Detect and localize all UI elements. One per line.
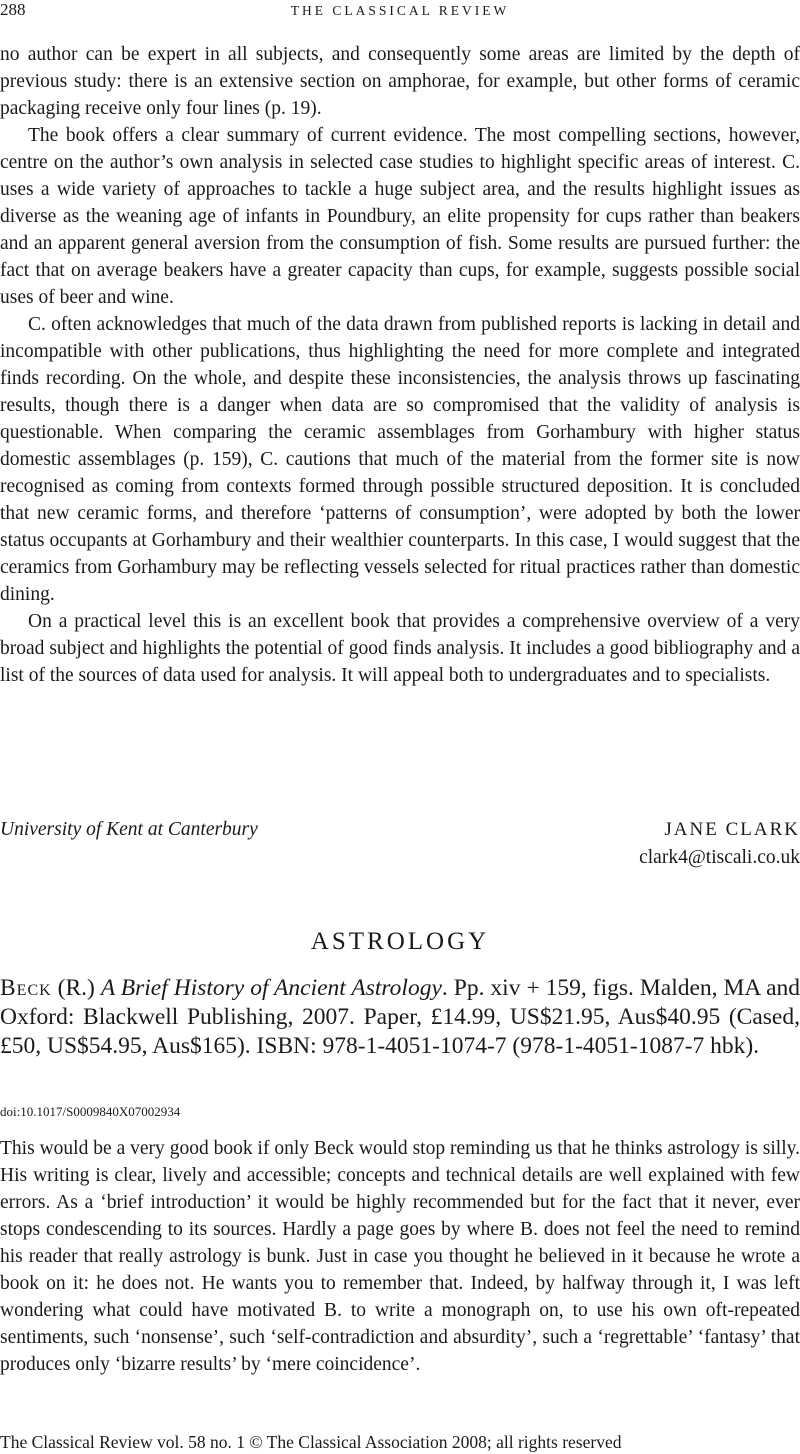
page-number: 288 xyxy=(0,0,26,19)
citation-details: . Pp. xiv + 159, figs. Malden, MA and Oxford: Blackwell Publishing, 2007. Paper, £14.99, US$21.95, Aus$40.95 (Cased, £50, US$54.95, Aus$165). ISBN: 978-1-4051-1074-7 (978-1-4051-1087-7 hbk). xyxy=(0,975,800,1059)
review-2-body xyxy=(0,1135,800,1378)
section-heading: ASTROLOGY xyxy=(310,928,490,955)
review-1-paragraph-2: The book offers a clear summary of current evidence. The most compelling sections, however, centre on the author’s own analysis in selected case studies to highlight specific areas of interest. C. uses a wide variety of approaches to tackle a huge subject area, and the results highlight issues as diverse as the weaning age of infants in Poundbury, an elite propensity for cups rather than beakers and an apparent general aversion from the consumption of fish. Some results are pursued further: the fact that on average beakers have a greater capacity than cups, for example, suggests possible social uses of beer and wine. xyxy=(0,125,800,308)
review-1-body xyxy=(0,41,800,689)
citation-title: A Brief History of Ancient Astrology xyxy=(100,975,442,1001)
book-citation xyxy=(0,974,800,1061)
review-1-paragraph-1: no author can be expert in all subjects, and consequently some areas are limited by the depth of previous study: there is an extensive section on amphorae, for example, but other forms of ceramic packaging receive only four lines (p. 19). xyxy=(0,44,800,119)
doi: doi:10.1017/S0009840X07002934 xyxy=(0,1104,181,1119)
reviewer-name: JANE CLARK xyxy=(664,819,800,840)
reviewer-email: clark4@tiscali.co.uk xyxy=(639,847,800,868)
citation-author: Beck xyxy=(0,975,52,1001)
review-2-paragraph-1: This would be a very good book if only Beck would stop reminding us that he thinks astrology is silly. His writing is clear, lively and accessible; concepts and technical details are well explained with few errors. As a ‘brief introduction’ it would be highly recommended but for the fact that it never, ever stops condescending to its sources. Hardly a page goes by where B. does not feel the need to remind his reader that really astrology is bunk. Just in case you thought he believed in it because he wrote a book on it: he does not. He wants you to remember that. Indeed, by halfway through it, I was left wondering what could have motivated B. to write a monograph on, to use his own oft-repeated sentiments, such ‘nonsense’, such ‘self-contradiction and absurdity’, such a ‘regrettable’ ‘fantasy’ that produces only ‘bizarre results’ by ‘mere coincidence’. xyxy=(0,1138,800,1375)
review-1-paragraph-4: On a practical level this is an excellent book that provides a comprehensive overview of a very broad subject and highlights the potential of good finds analysis. It includes a good bibliography and a list of the sources of data used for analysis. It will appeal both to undergraduates and to specialists. xyxy=(0,611,800,686)
review-1-paragraph-3: C. often acknowledges that much of the data drawn from published reports is lacking in detail and incompatible with other publications, thus highlighting the need for more complete and integrated finds recording. On the whole, and despite these inconsistencies, the analysis throws up fascinating results, though there is a danger when data are so compromised that the validity of analysis is questionable. When comparing the ceramic assemblages from Gorhambury with higher status domestic assemblages (p. 159), C. cautions that much of the material from the former site is now recognised as coming from contexts formed through possible structured deposition. It is concluded that new ceramic forms, and therefore ‘patterns of consumption’, were adopted by both the lower status occupants at Gorhambury and their wealthier counterparts. In this case, I would suggest that the ceramics from Gorhambury may be reflecting vessels selected for ritual practices rather than domestic dining. xyxy=(0,314,800,605)
citation-initial: (R.) xyxy=(57,975,95,1001)
running-head xyxy=(0,0,800,24)
reviewer-affiliation: University of Kent at Canterbury xyxy=(0,819,258,840)
journal-title: THE CLASSICAL REVIEW xyxy=(290,3,510,18)
footer-copyright: The Classical Review vol. 58 no. 1 © The Classical Association 2008; all rights reserved xyxy=(0,1432,622,1452)
